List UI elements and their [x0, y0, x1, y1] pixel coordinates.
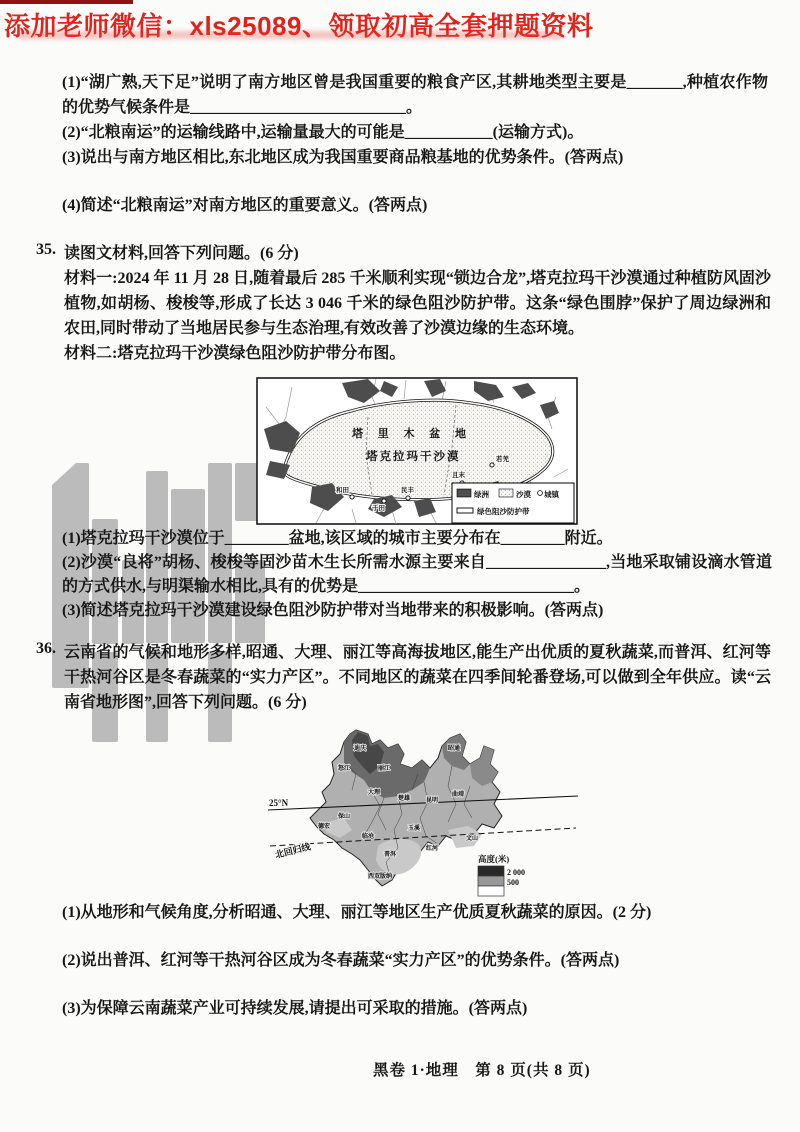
question-item: (1)“湖广熟,天下足”说明了南方地区曾是我国重要的粮食产区,其耕地类型主要是_______,种植农作物的优势气候条件是___________________________。: [62, 74, 768, 116]
pref-lincang: 临沧: [362, 834, 375, 840]
question-36: [64, 640, 771, 715]
pref-zhaotong: 昭通: [448, 746, 461, 752]
pref-baoshan: 保山: [338, 814, 351, 820]
legend-oasis-label: 绿洲: [474, 490, 489, 499]
question-35-material2: 材料二:塔克拉玛干沙漠绿色阻沙防护带分布图。: [64, 345, 406, 362]
basin-label: 塔 里 木 盆 地: [352, 428, 472, 440]
pref-lijiang: 丽江: [378, 766, 391, 772]
banner-top-bar: [0, 0, 133, 4]
city-label-minfeng: 民丰: [401, 487, 414, 494]
question-item: (2)沙漠“良将”胡杨、梭梭等固沙苗木生长所需水源主要来自_______________,当地采取铺设滴水管道的方式供水,与明渠输水相比,具有的优势是___________________________。: [62, 554, 772, 595]
question-35: [64, 241, 771, 366]
pref-yuxi: 玉溪: [408, 826, 421, 832]
question-item: (2)“北粮南运”的运输线路中,运输量最大的可能是___________(运输方式)。: [62, 124, 584, 141]
tropic-label: 北回归线: [274, 841, 312, 860]
elevation-2000-label: 2 000: [507, 868, 525, 877]
banner-smudge: [18, 31, 563, 39]
pref-puer: 普洱: [384, 852, 397, 858]
question-item: (1)塔克拉玛干沙漠位于________盆地,该区域的城市主要分布在________附近。: [62, 530, 613, 547]
pref-dali: 大理: [368, 790, 381, 796]
city-label-yutian: 于田: [372, 505, 385, 512]
city-label-ruoqiang: 若羌: [496, 456, 509, 463]
question-36-items: [62, 900, 772, 1021]
taklamakan-map-figure: [256, 377, 578, 525]
pref-wenshan: 文山: [466, 836, 479, 842]
question-34-items: [62, 70, 768, 218]
legend-belt-label: 绿色阻沙防护带: [477, 507, 530, 516]
pref-xishuangbanna: 西双版纳: [368, 874, 393, 880]
legend-desert-swatch: [499, 489, 513, 497]
pref-honghe: 红河: [426, 846, 439, 852]
banner-text: 添加老师微信：xls25089、领取初高全套押题资料: [4, 11, 594, 41]
question-35-number: 35.: [36, 241, 56, 258]
question-35-stem: 读图文材料,回答下列问题。(6 分): [64, 245, 299, 262]
legend-desert-label: 沙漠: [516, 490, 531, 499]
pref-nujiang: 怒江: [338, 766, 351, 772]
pref-chuxiong: 楚雄: [398, 796, 411, 802]
city-label-hetian: 和田: [336, 487, 349, 494]
legend-town-symbol: [538, 491, 543, 496]
city-label-qiemo: 且末: [452, 472, 465, 479]
pref-kunming: 昆明: [426, 798, 439, 804]
question-35-items: [62, 527, 772, 623]
page-footer: 黑卷 1·地理 第 8 页(共 8 页): [373, 1062, 591, 1079]
question-item: (1)从地形和气候角度,分析昭通、大理、丽江等地区生产优质夏秋蔬菜的原因。(2 分): [62, 904, 652, 921]
legend-town-label: 城镇: [544, 490, 559, 499]
lat-25n-label: 25°N: [269, 798, 289, 808]
map-legend: [452, 483, 574, 523]
question-item: (3)说出与南方地区相比,东北地区成为我国重要商品粮基地的优势条件。(答两点): [62, 149, 624, 166]
yunnan-map-figure: [268, 726, 580, 902]
elevation-legend-title: 高度(米): [478, 854, 510, 864]
question-36-stem: 云南省的气候和地形多样,昭通、大理、丽江等高海拔地区,能生产出优质的夏秋蔬菜,而普洱、红河等干热河谷区是冬春蔬菜的“实力产区”。不同地区的蔬菜在四季间轮番登场,可以做到全年供应。读“云南省地形图”,回答下列问题。(6 分): [64, 644, 771, 711]
question-item: (3)简述塔克拉玛干沙漠建设绿色阻沙防护带对当地带来的积极影响。(答两点): [62, 602, 604, 619]
pref-diqing: 迪庆: [354, 746, 367, 752]
pref-dehong: 德宏: [318, 824, 331, 830]
legend-oasis-swatch: [457, 489, 471, 497]
question-35-material1: 材料一:2024 年 11 月 28 日,随着最后 285 千米顺利实现“锁边合龙”,塔克拉玛干沙漠通过种植防风固沙植物,如胡杨、梭梭等,形成了长达 3 046 千米的绿色阻沙防护带。这条“绿色围脖”保护了周边绿洲和农田,同时带动了当地居民参与生态治理,有效改善了沙漠边缘的生态环境。: [64, 270, 771, 337]
question-36-number: 36.: [36, 640, 56, 657]
question-item: (4)简述“北粮南运”对南方地区的重要意义。(答两点): [62, 197, 428, 214]
elevation-500-label: 500: [507, 878, 519, 887]
pref-qujing: 曲靖: [452, 792, 465, 798]
elevation-legend: [478, 854, 525, 896]
desert-label: 塔克拉玛干沙漠: [366, 451, 461, 463]
question-item: (3)为保障云南蔬菜产业可持续发展,请提出可采取的措施。(答两点): [62, 1000, 528, 1017]
question-item: (2)说出普洱、红河等干热河谷区成为冬春蔬菜“实力产区”的优势条件。(答两点): [62, 952, 620, 969]
legend-belt-symbol: [457, 508, 473, 513]
